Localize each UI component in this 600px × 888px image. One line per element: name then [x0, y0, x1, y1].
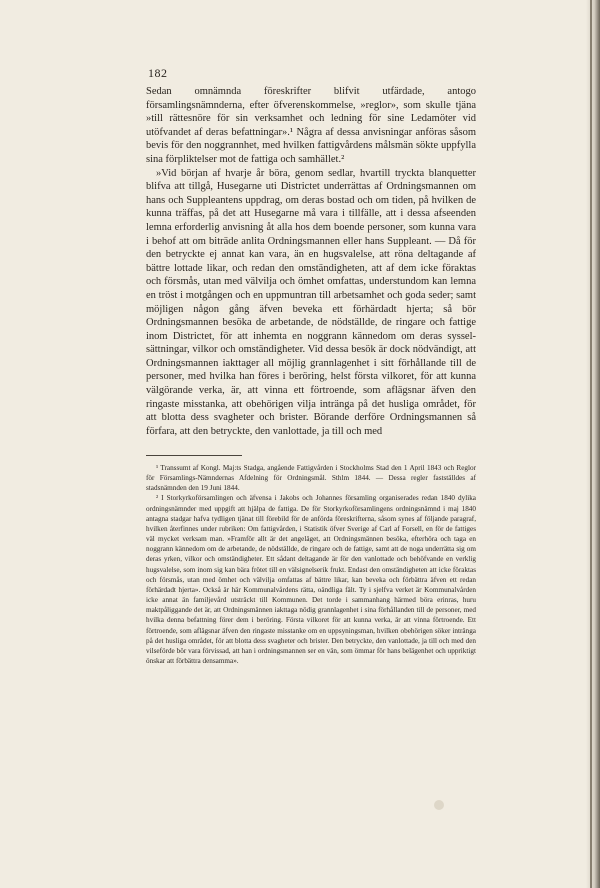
- footnote-1: ¹ Transsumt af Kongl. Maj:ts Stadga, angående Fattigvården i Stockholms Stad den 1 April 1843 och Reglor för Församlings-Nämndernas Afdelning för Ordningsmål. Sthlm 1844. — Dessa regler fastställdes af stadsnämnden den 19 Juni 1844.: [146, 464, 476, 493]
- main-text: [146, 85, 476, 438]
- footnote-rule: [146, 455, 242, 456]
- paragraph-2: »Vid början af hvarje år böra, genom sedlar, hvartill tryckta blanquetter blifva att tillgå, Husegarne uti Districtet underrättas af Ordningsmannen om hans och Suppleantens uppdrag, om deras bostad och om tiden, på hvilken de kunna träffas, på det att Husegarne må vara i tillfälle, att i dessa afseenden lemna erforderlig anvisning åt alla hos dem boende personer, som kunna vara i behof att om biträde anlita Ordningsmannen eller hans Suppleant. — Då för den betryckte ej annat kan vara, än en hugsvalelse, att röna deltagande af bättre lottade likar, och redan den omständigheten, att af dem icke föraktas och försmås, utan med välvilja och ömhet omfattas, understundom kan lemna en tröst i motgången och en uppmuntran till arbetsamhet och goda seder; samt möjligen någon gång äfven beveka ett förhärdadt hjerta; så bör Ordningsmannen besöka de arbetande, de nödställde, de ringare och fattige inom Districtet, för att inhemta en noggrann kännedom om deras sysselsättningar, vilkor och omständigheter. Vid dessa besök är dock nödvändigt, att Ordningsmannen iakttager all möjlig grannlagenhet i sitt förhållande till de personer, med hvilka han föres i beröring, helst första vilkoret, för att kunna välgörande verka, är, att vinna ett förtroende, som aflägsnar äfven den ringaste misstanka, att obehörigen vilja intränga på det husliga området, för att blotta dess svagheter och brister. Börande derföre Ordningsmannen så förfara, att den betryckte, den vanlottade, ja till och med: [146, 167, 476, 437]
- page-number: 182: [148, 66, 168, 80]
- paper-stain: [434, 800, 444, 810]
- paragraph-1: Sedan omnämnda föreskrifter blifvit utfärdade, antogo församlingsnämnderna, efter öfverenskommelse, »reglor», som skulle tjäna »till rättesnöre för sin verksamhet och ledning för sine Ledamöter vid utöfvandet af deras befattningar».¹ Några af dessa anvisningar anföras såsom bevis för den noggrannhet, med hvilken fattigvårdens målsmän sökte uppfylla sina förpliktelser mot de fattiga och samhället.²: [146, 86, 476, 165]
- footnote-2: ² I Storkyrkoförsamlingen och äfvensa i Jakobs och Johannes församling organiserades redan 1840 dylika ordningsnämnder med uppgift att hjälpa de fattiga. De för Storkyrkoförsamlingens ordningsnämnd i maj 1840 antagna stadgar hafva tydligen tjänat till förebild för de anförda föreskrifterna, såsom synes af följande paragraf, hvilken återfinnes under rubriken: Om fattigvården, i Statistik öfver Sverige af Carl af Forsell, en för de fattiges väl mycket verksam man. »Framför allt är det angeläget, att Ordningsmännen besöka, efterhöra och taga en noggrann kännedom om de arbetande, de nödställde, de ringare och de fattige, samt att de noga underrätta sig om deras yrken, vilkor och omständigheter. Ett sådant deltagande är för den vanlottade och behöfvande en verklig hugsvalelse, som inom sig kan bära frötet till en välsignelserik frukt. Endast den omständigheten att icke föraktas och försmås, utan med ömhet och välvilja omfattas af bättre likar, kan beveka och förbättra äfven ett redan förhärdadt hjerta». Också är här Kommunalvårdens rätta, oändliga fält. Ty i sjelfva verket är Kommunalvården icke annat än familjevård utsträckt till Kommunen. Det torde i sammanhang härmed böra erinras, huru maktpåliggande det är, att Ordningsmännen iakttaga nödig grannlagenhet i sina förhållanden till de personer, med hvilka denna befattning förer dem i beröring. Första vilkoret för att kunna verka, är att vinna förtroende. Ett förtroende, som aflägsnar äfven den ringaste misstanke om en uppsyningsman, hvilken obehörigen söker intränga på det husliga området, för att blotta dess svagheter och brister. Den betryckte, den vanlottade, ja till och med den vilseförde bör vara förvissad, att han i ordningsmannen ser en vän, som ömmar för hans belägenhet och uppriktigt önskar att förbättra densamma».: [146, 494, 476, 665]
- footnotes: [146, 463, 476, 666]
- page-edge-shadow: [586, 0, 600, 888]
